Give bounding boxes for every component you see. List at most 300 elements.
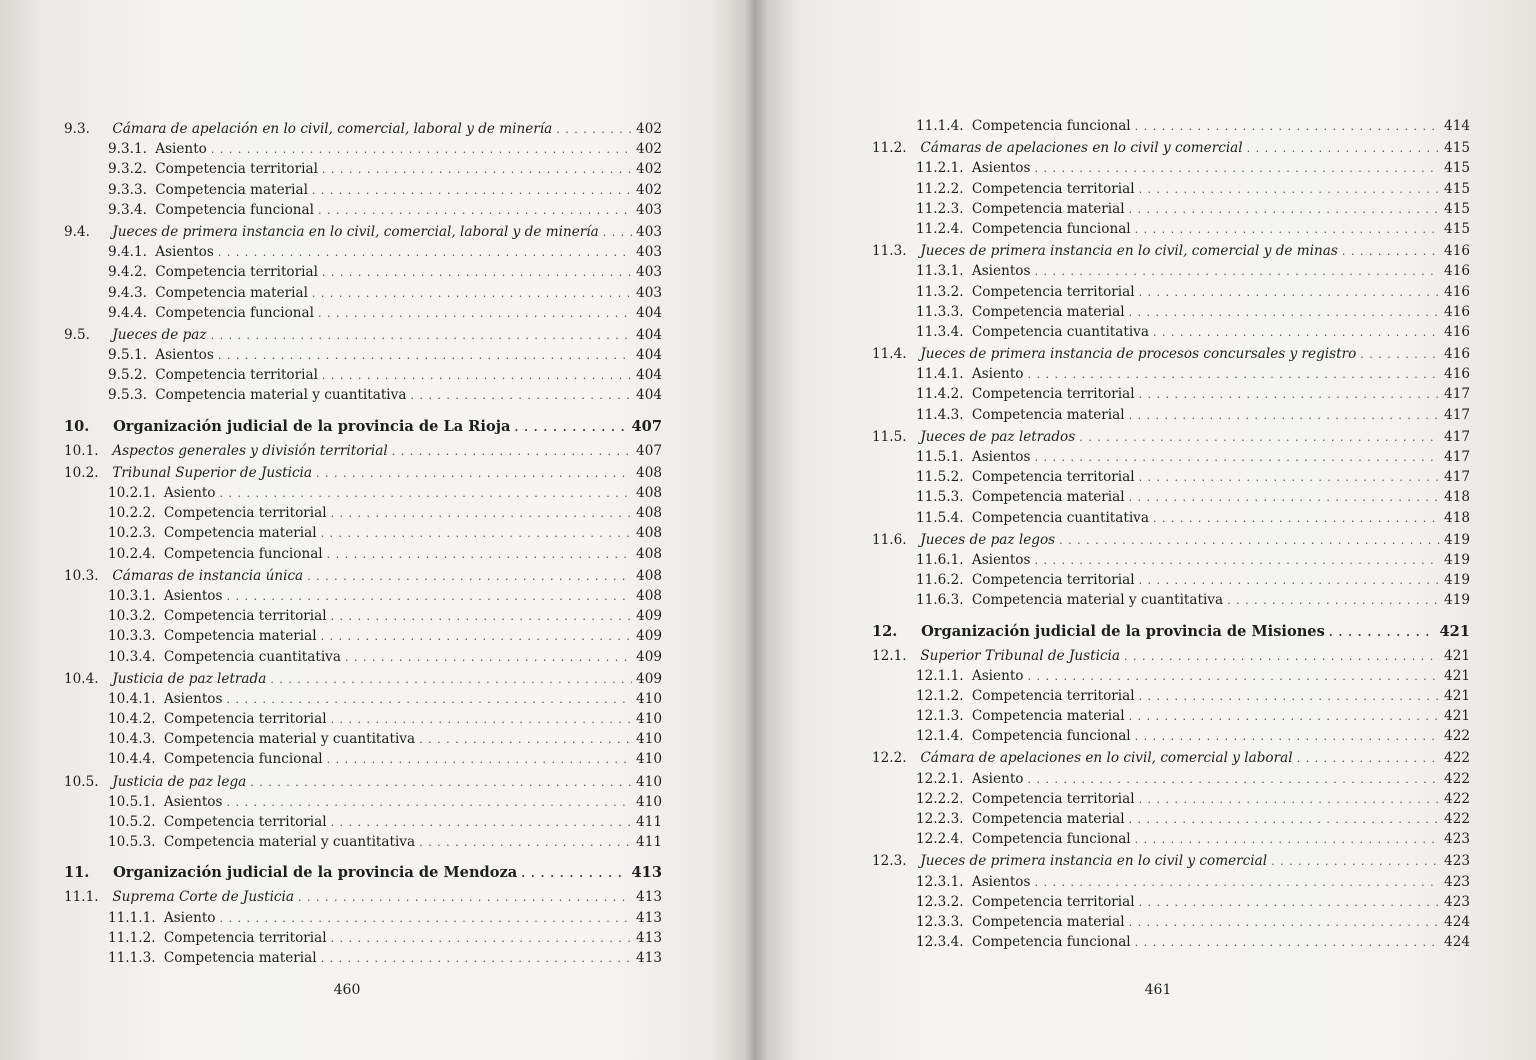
toc-entry-page: 415	[1444, 160, 1470, 177]
toc-entry-sub	[64, 908, 662, 928]
toc-entry-label	[108, 139, 207, 159]
toc-entry-label	[108, 586, 222, 606]
toc-entry-sub	[872, 447, 1470, 467]
toc-entry-page: 421	[1444, 667, 1470, 684]
toc-entry-page: 408	[636, 567, 662, 584]
toc-entry-title: Tribunal Superior de Justicia	[112, 464, 313, 481]
dot-leader	[1129, 406, 1440, 426]
toc-entry-label	[108, 832, 415, 852]
toc-entry-title: Competencia material	[163, 949, 317, 966]
toc-entry-title: Competencia funcional	[971, 220, 1131, 237]
toc-entry-label	[108, 523, 317, 543]
toc-entry-label	[64, 222, 599, 242]
toc-entry-label	[108, 262, 318, 282]
toc-entry-number: 11.3.3.	[916, 303, 964, 320]
toc-entry-title: Competencia territorial	[971, 790, 1135, 807]
dot-leader	[1360, 345, 1440, 365]
toc-entry-sub	[64, 242, 662, 262]
dot-leader	[226, 793, 632, 813]
toc-entry-title: Asientos	[163, 690, 223, 707]
toc-entry-label	[872, 620, 1325, 644]
toc-entry-title: Competencia funcional	[155, 201, 315, 218]
toc-entry-title: Competencia funcional	[163, 751, 323, 768]
toc-entry-page: 414	[1444, 118, 1470, 134]
toc-entry-page: 404	[636, 304, 662, 321]
toc-entry-number: 11.2.	[872, 140, 907, 157]
toc-entry-title: Cámara de apelación en lo civil, comercial, laboral y de minería	[112, 121, 553, 137]
toc-entry-number: 10.1.	[64, 442, 99, 459]
toc-entry-sub	[64, 729, 662, 749]
toc-entry-page: 423	[1444, 873, 1470, 890]
toc-entry-sub	[872, 158, 1470, 178]
dot-leader	[603, 223, 632, 243]
toc-entry-title: Cámaras de instancia única	[112, 567, 304, 584]
dot-leader	[1139, 468, 1440, 488]
toc-entry-sub	[872, 282, 1470, 302]
dot-leader	[1271, 852, 1440, 872]
toc-entry-page: 410	[636, 773, 662, 790]
toc-entry-sub	[64, 503, 662, 523]
toc-entry-number: 9.4.1.	[108, 244, 147, 261]
toc-entry-title: Asientos	[971, 160, 1031, 177]
toc-entry-page: 416	[1444, 323, 1470, 340]
dot-leader	[1329, 621, 1436, 645]
toc-entry-sub	[872, 666, 1470, 686]
toc-entry-number: 11.2.2.	[916, 180, 964, 197]
dot-leader	[331, 607, 632, 627]
toc-entry-label	[108, 303, 314, 323]
toc-entry-title: Cámara de apelaciones en lo civil, comercial y laboral	[920, 750, 1293, 767]
toc-entry-sub	[872, 932, 1470, 952]
toc-entry-page: 416	[1444, 263, 1470, 280]
toc-entry-page: 419	[1444, 531, 1470, 548]
toc-entry-sub	[64, 606, 662, 626]
toc-entry-label	[916, 487, 1125, 507]
toc-entry-number: 11.1.3.	[108, 949, 156, 966]
toc-entry-page: 404	[636, 387, 662, 404]
toc-entry-sub	[64, 159, 662, 179]
dot-leader	[1139, 180, 1440, 200]
toc-entry-label	[108, 749, 323, 769]
toc-entry-label	[64, 861, 517, 885]
toc-entry-title: Organización judicial de la provincia de La Rioja	[113, 417, 511, 435]
toc-entry-number: 12.1.1.	[916, 667, 964, 684]
toc-entry-title: Competencia territorial	[971, 893, 1135, 910]
toc-entry-section	[64, 222, 662, 242]
toc-entry-number: 11.2.4.	[916, 220, 964, 237]
toc-entry-page: 417	[1444, 428, 1470, 445]
dot-leader	[1079, 428, 1440, 448]
toc-entry-sub	[872, 467, 1470, 487]
toc-entry-number: 10.3.3.	[108, 628, 156, 645]
toc-entry-label	[916, 769, 1023, 789]
toc-entry-label	[108, 159, 318, 179]
dot-leader	[1139, 893, 1440, 913]
toc-entry-sub	[872, 405, 1470, 425]
toc-entry-label	[916, 219, 1131, 239]
toc-entry-title: Competencia territorial	[163, 814, 327, 830]
dot-leader	[226, 587, 632, 607]
toc-entry-sub	[872, 912, 1470, 932]
toc-entry-sub	[872, 302, 1470, 322]
toc-entry-number: 12.2.2.	[916, 790, 964, 807]
dot-leader	[1034, 873, 1440, 893]
toc-entry-label	[108, 948, 317, 968]
toc-entry-page: 415	[1444, 200, 1470, 217]
toc-entry-label	[916, 158, 1030, 178]
toc-entry-label	[916, 892, 1135, 912]
toc-entry-sub	[872, 219, 1470, 239]
toc-entry-number: 9.5.2.	[108, 367, 147, 384]
toc-entry-number: 10.4.2.	[108, 711, 156, 728]
toc-entry-number: 10.4.3.	[108, 731, 156, 748]
toc-entry-sub	[64, 586, 662, 606]
toc-entry-title: Jueces de primera instancia en lo civil, comercial y de minas	[920, 243, 1338, 260]
dot-leader	[1153, 323, 1440, 343]
toc-entry-sub	[872, 590, 1470, 610]
toc-entry-label	[108, 812, 327, 832]
toc-entry-page: 404	[636, 326, 662, 343]
toc-entry-number: 12.2.1.	[916, 770, 964, 787]
toc-entry-page: 423	[1444, 893, 1470, 910]
toc-entry-page: 410	[636, 711, 662, 728]
toc-entry-page: 409	[636, 670, 662, 687]
toc-entry-title: Organización judicial de la provincia de Misiones	[921, 622, 1325, 640]
toc-entry-number: 11.6.1.	[916, 551, 964, 568]
dot-leader	[307, 567, 632, 587]
toc-entry-label	[64, 669, 266, 689]
toc-entry-number: 11.5.2.	[916, 469, 964, 486]
toc-entry-title: Competencia material	[971, 913, 1125, 930]
toc-entry-number: 12.1.	[872, 647, 907, 664]
toc-entry-label	[108, 200, 314, 220]
toc-entry-sub	[64, 523, 662, 543]
toc-entry-title: Organización judicial de la provincia de Mendoza	[113, 864, 518, 882]
dot-leader	[312, 181, 632, 201]
toc-entry-label	[64, 887, 294, 907]
toc-entry-section	[64, 119, 662, 139]
toc-entry-label	[108, 689, 222, 709]
toc-entry-label	[108, 647, 341, 667]
dot-leader	[521, 862, 627, 886]
toc-entry-number: 10.2.4.	[108, 545, 156, 562]
dot-leader	[1139, 385, 1440, 405]
toc-entry-page: 410	[636, 751, 662, 768]
dot-leader	[1027, 667, 1440, 687]
toc-entry-sub	[64, 792, 662, 812]
toc-entry-number: 9.4.2.	[108, 264, 147, 281]
right-page	[760, 0, 1536, 1060]
toc-entry-page: 421	[1439, 622, 1470, 640]
dot-leader	[1135, 830, 1440, 850]
toc-entry-sub	[872, 199, 1470, 219]
toc-entry-page: 411	[636, 834, 662, 851]
toc-entry-label	[916, 789, 1135, 809]
toc-entry-title: Competencia material y cuantitativa	[155, 387, 407, 404]
toc-entry-label	[108, 729, 415, 749]
toc-entry-page: 413	[636, 889, 662, 906]
toc-entry-title: Superior Tribunal de Justicia	[920, 647, 1121, 664]
toc-entry-number: 12.3.	[872, 853, 907, 870]
toc-entry-title: Competencia territorial	[971, 386, 1135, 403]
toc-entry-title: Competencia territorial	[163, 505, 327, 522]
toc-entry-label	[916, 809, 1125, 829]
toc-entry-number: 9.3.4.	[108, 201, 147, 218]
toc-entry-title: Competencia territorial	[155, 367, 318, 384]
toc-entry-label	[108, 928, 327, 948]
toc-entry-label	[872, 427, 1075, 447]
toc-entry-number: 12.3.1.	[916, 873, 964, 890]
toc-entry-sub	[872, 322, 1470, 342]
dot-leader	[218, 243, 632, 263]
toc-entry-number: 10.5.2.	[108, 814, 156, 830]
dot-leader	[1124, 647, 1440, 667]
dot-leader	[327, 750, 632, 770]
dot-leader	[1034, 159, 1440, 179]
toc-entry-label	[108, 709, 327, 729]
toc-entry-section	[64, 772, 662, 792]
toc-entry-page: 408	[636, 587, 662, 604]
toc-entry-title: Justicia de paz letrada	[112, 670, 267, 687]
toc-entry-number: 11.6.	[872, 531, 907, 548]
toc-entry-chapter	[64, 415, 662, 439]
toc-entry-title: Competencia material	[971, 406, 1125, 423]
dot-leader	[331, 504, 632, 524]
toc-entry-title: Competencia material	[155, 181, 308, 198]
toc-entry-title: Asientos	[155, 244, 214, 261]
toc-entry-title: Jueces de primera instancia en lo civil, comercial, laboral y de minería	[112, 223, 599, 240]
toc-entry-sub	[872, 789, 1470, 809]
toc-entry-label	[916, 384, 1135, 404]
toc-entry-label	[872, 646, 1120, 666]
toc-entry-number: 10.4.	[64, 670, 99, 687]
toc-entry-section	[872, 344, 1470, 364]
toc-entry-page: 413	[636, 949, 662, 966]
toc-entry-label	[64, 119, 552, 139]
toc-entry-label	[916, 261, 1030, 281]
toc-entry-page: 408	[636, 525, 662, 542]
toc-entry-section	[64, 441, 662, 461]
dot-leader	[322, 366, 632, 386]
toc-entry-sub	[872, 116, 1470, 136]
dot-leader	[1027, 365, 1440, 385]
toc-entry-number: 11.1.1.	[108, 909, 156, 926]
toc-entry-number: 10.5.3.	[108, 834, 156, 851]
dot-leader	[1129, 707, 1440, 727]
toc-entry-label	[916, 447, 1030, 467]
toc-entry-number: 12.2.	[872, 750, 907, 767]
dot-leader	[1227, 591, 1440, 611]
left-toc	[64, 117, 662, 968]
toc-entry-label	[108, 908, 215, 928]
toc-entry-sub	[64, 689, 662, 709]
toc-entry-page: 407	[631, 417, 662, 435]
toc-entry-page: 419	[1444, 572, 1470, 589]
toc-entry-number: 11.4.	[872, 346, 907, 363]
toc-entry-title: Competencia material y cuantitativa	[971, 592, 1224, 609]
toc-entry-page: 403	[636, 244, 662, 261]
toc-entry-label	[916, 179, 1135, 199]
toc-entry-number: 11.5.3.	[916, 489, 964, 506]
toc-entry-section	[872, 530, 1470, 550]
toc-entry-label	[916, 364, 1023, 384]
toc-entry-sub	[64, 832, 662, 852]
toc-entry-title: Competencia cuantitativa	[163, 648, 341, 665]
dot-leader	[1129, 488, 1440, 508]
toc-entry-title: Jueces de paz	[112, 326, 207, 343]
toc-entry-number: 9.5.3.	[108, 387, 147, 404]
toc-entry-title: Competencia material	[163, 628, 317, 645]
toc-entry-page: 417	[1444, 406, 1470, 423]
toc-entry-label	[916, 932, 1131, 952]
toc-entry-title: Competencia territorial	[155, 161, 318, 178]
toc-entry-sub	[872, 706, 1470, 726]
toc-entry-number: 12.3.3.	[916, 913, 964, 930]
toc-entry-sub	[64, 385, 662, 405]
toc-entry-page: 423	[1444, 831, 1470, 848]
dot-leader	[1153, 509, 1440, 529]
toc-entry-sub	[64, 200, 662, 220]
toc-entry-title: Aspectos generales y división territorial	[112, 442, 388, 459]
toc-entry-sub	[64, 709, 662, 729]
toc-entry-page: 416	[1444, 283, 1470, 300]
toc-entry-number: 10.5.	[64, 773, 99, 790]
dot-leader	[1139, 687, 1440, 707]
dot-leader	[327, 545, 632, 565]
toc-entry-page: 421	[1444, 687, 1470, 704]
toc-entry-page: 416	[1444, 366, 1470, 383]
toc-entry-number: 9.4.3.	[108, 284, 147, 301]
toc-entry-sub	[64, 283, 662, 303]
toc-entry-sub	[64, 812, 662, 832]
toc-entry-label	[916, 570, 1135, 590]
toc-entry-page: 402	[636, 181, 662, 198]
toc-entry-title: Asientos	[971, 873, 1031, 890]
toc-entry-chapter	[64, 861, 662, 885]
toc-entry-label	[916, 726, 1131, 746]
toc-entry-label	[916, 322, 1149, 342]
toc-entry-label	[108, 626, 317, 646]
toc-entry-number: 10.3.4.	[108, 648, 156, 665]
toc-entry-number: 9.3.3.	[108, 181, 147, 198]
dot-leader	[321, 627, 632, 647]
toc-entry-page: 408	[636, 464, 662, 481]
toc-entry-label	[916, 829, 1131, 849]
toc-entry-label	[916, 282, 1135, 302]
toc-entry-page: 404	[636, 347, 662, 364]
toc-entry-section	[872, 646, 1470, 666]
toc-entry-number: 9.3.	[64, 121, 90, 137]
toc-entry-label	[916, 666, 1023, 686]
left-page	[0, 0, 752, 1060]
toc-entry-page: 424	[1444, 934, 1470, 951]
toc-entry-page: 408	[636, 485, 662, 501]
toc-entry-sub	[64, 345, 662, 365]
dot-leader	[419, 833, 632, 853]
toc-entry-section	[64, 463, 662, 483]
toc-entry-sub	[872, 769, 1470, 789]
dot-leader	[322, 263, 632, 283]
toc-entry-label	[872, 241, 1338, 261]
toc-entry-sub	[872, 487, 1470, 507]
toc-entry-section	[64, 669, 662, 689]
toc-entry-title: Competencia material	[163, 525, 317, 542]
toc-entry-sub	[872, 829, 1470, 849]
toc-entry-sub	[872, 364, 1470, 384]
toc-entry-sub	[64, 647, 662, 667]
toc-entry-title: Competencia material	[971, 811, 1125, 827]
dot-leader	[345, 648, 632, 668]
toc-entry-page: 411	[636, 814, 662, 830]
toc-entry-page: 402	[636, 141, 662, 158]
toc-entry-page: 419	[1444, 592, 1470, 609]
dot-leader	[1135, 933, 1440, 953]
toc-entry-title: Competencia material	[971, 489, 1125, 506]
toc-entry-label	[64, 463, 312, 483]
toc-entry-page: 410	[636, 731, 662, 748]
toc-entry-page: 403	[636, 264, 662, 281]
dot-leader	[1135, 220, 1440, 240]
toc-entry-label	[916, 302, 1125, 322]
toc-entry-number: 11.3.	[872, 243, 907, 260]
toc-entry-number: 11.2.1.	[916, 160, 964, 177]
toc-entry-number: 9.3.1.	[108, 141, 147, 158]
toc-entry-page: 422	[1444, 770, 1470, 787]
toc-entry-number: 12.2.3.	[916, 811, 964, 827]
toc-entry-page: 409	[636, 628, 662, 645]
toc-entry-sub	[872, 686, 1470, 706]
toc-entry-page: 407	[636, 442, 662, 459]
dot-leader	[218, 346, 632, 366]
toc-entry-number: 11.6.3.	[916, 592, 964, 609]
toc-entry-title: Competencia cuantitativa	[971, 323, 1149, 340]
toc-entry-title: Competencia territorial	[163, 608, 327, 625]
toc-entry-number: 10.3.2.	[108, 608, 156, 625]
toc-entry-sub	[64, 749, 662, 769]
toc-entry-label	[916, 686, 1135, 706]
toc-entry-number: 12.1.2.	[916, 687, 964, 704]
toc-entry-title: Competencia funcional	[971, 831, 1131, 848]
toc-entry-title: Competencia material	[971, 200, 1125, 217]
toc-entry-sub	[872, 179, 1470, 199]
toc-entry-page: 413	[636, 909, 662, 926]
toc-entry-sub	[64, 365, 662, 385]
toc-entry-title: Competencia territorial	[155, 264, 318, 281]
toc-entry-label	[916, 116, 1131, 136]
toc-entry-section	[64, 325, 662, 345]
toc-entry-title: Competencia territorial	[163, 929, 327, 946]
toc-entry-title: Suprema Corte de Justicia	[112, 889, 294, 906]
toc-entry-number: 11.1.	[64, 889, 99, 906]
toc-entry-number: 11.4.2.	[916, 386, 964, 403]
toc-entry-label	[916, 590, 1223, 610]
toc-entry-label	[108, 792, 222, 812]
toc-entry-sub	[872, 726, 1470, 746]
toc-entry-label	[916, 550, 1030, 570]
toc-entry-number: 12.3.2.	[916, 893, 964, 910]
dot-leader	[318, 304, 632, 324]
dot-leader	[312, 284, 632, 304]
toc-entry-title: Asiento	[971, 366, 1024, 383]
toc-entry-page: 418	[1444, 509, 1470, 526]
toc-entry-number: 10.4.4.	[108, 751, 156, 768]
dot-leader	[250, 773, 632, 793]
toc-entry-page: 416	[1444, 243, 1470, 260]
toc-entry-sub	[872, 550, 1470, 570]
toc-entry-label	[108, 365, 318, 385]
left-page-number: 460	[333, 982, 361, 998]
toc-entry-title: Asientos	[971, 263, 1031, 280]
